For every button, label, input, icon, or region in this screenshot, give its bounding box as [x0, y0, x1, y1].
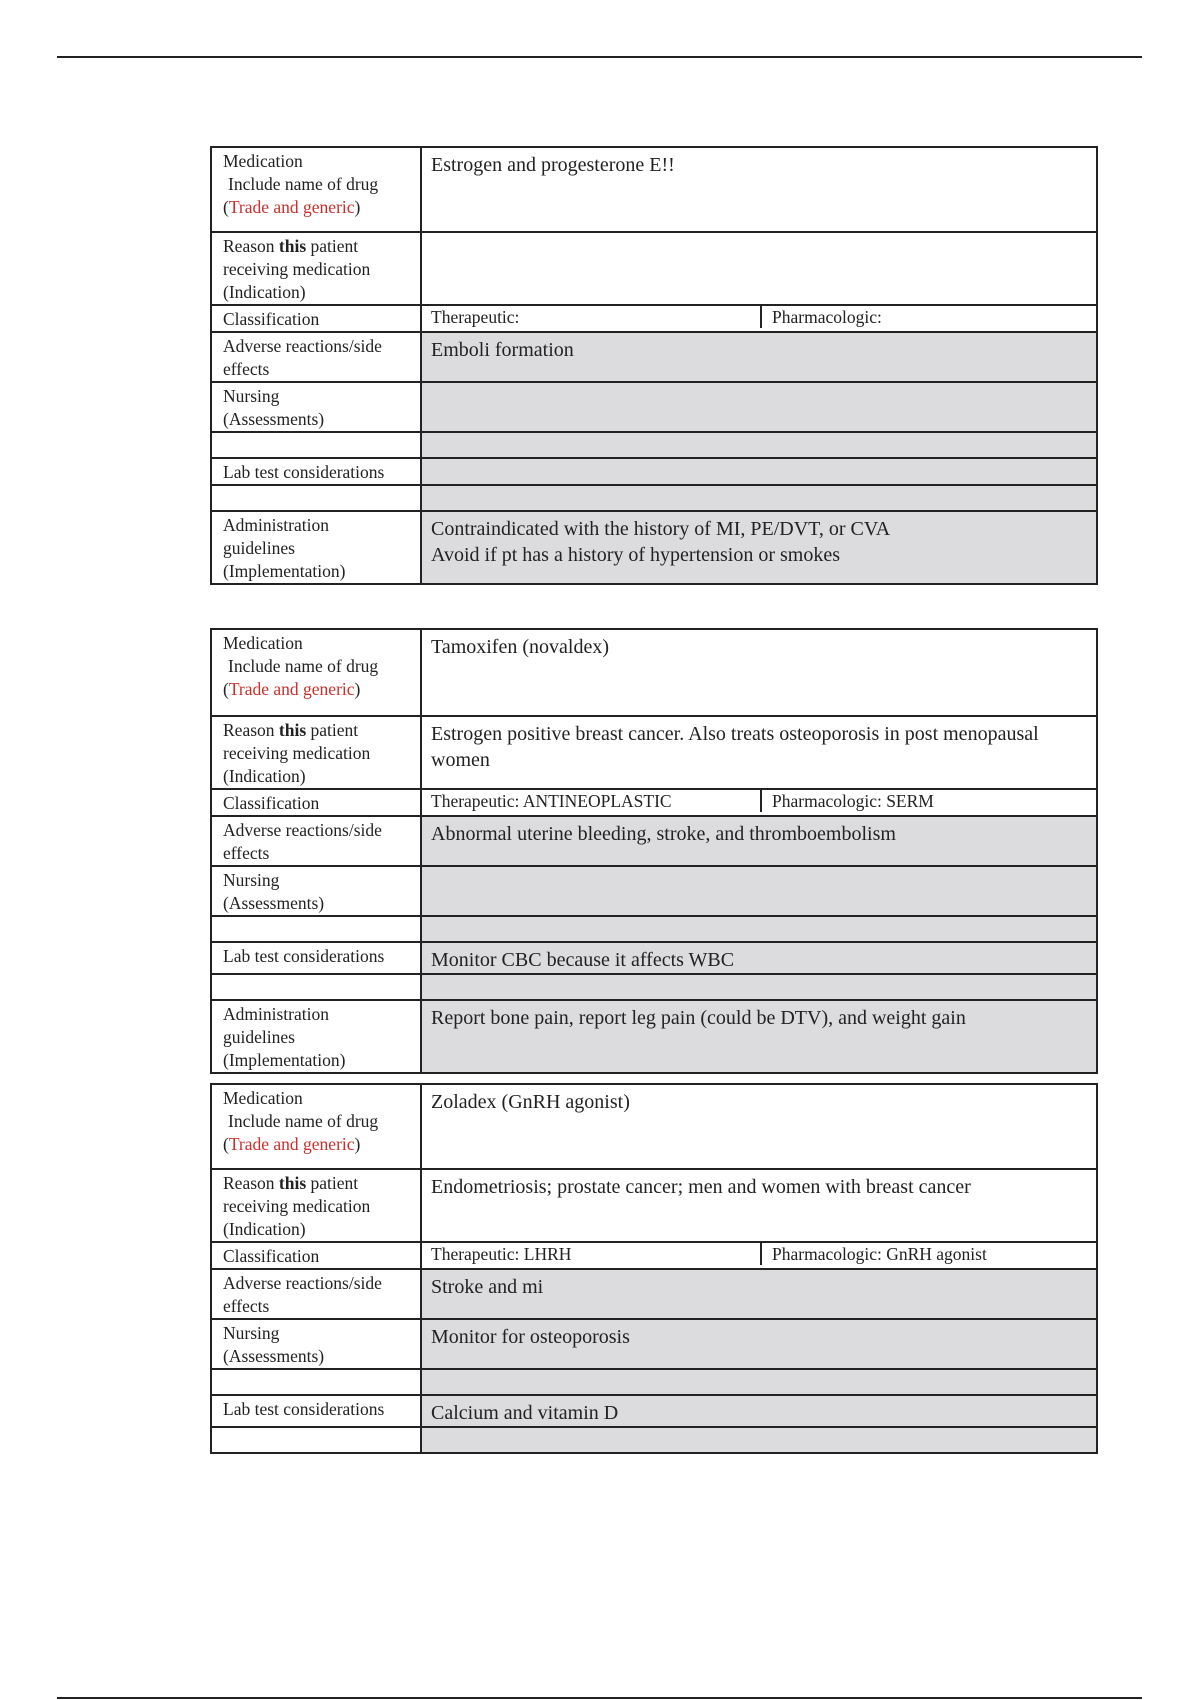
- pharmacologic-value: Pharmacologic: SERM: [772, 791, 934, 811]
- therapeutic-value: Therapeutic: LHRH: [422, 1243, 762, 1265]
- blank-value: [421, 1427, 1097, 1453]
- nursing-label: Nursing (Assessments): [211, 1319, 421, 1369]
- medication-card-2: [210, 628, 1098, 1074]
- blank-value: [421, 432, 1097, 458]
- nursing-value: [421, 382, 1097, 432]
- classification-label: Classification: [211, 789, 421, 816]
- medication-value: Estrogen and progesterone E!!: [421, 147, 1097, 232]
- administration-value: Contraindicated with the history of MI, PE/DVT, or CVA Avoid if pt has a history of hypertension or smokes: [421, 511, 1097, 584]
- classification-label: Classification: [211, 1242, 421, 1269]
- therapeutic-value: Therapeutic:: [422, 306, 762, 328]
- blank-value: [421, 1369, 1097, 1395]
- administration-label: Administration guidelines (Implementation): [211, 511, 421, 584]
- blank-label: [211, 974, 421, 1000]
- medication-value: Tamoxifen (novaldex): [421, 629, 1097, 716]
- lab-value: Calcium and vitamin D: [421, 1395, 1097, 1427]
- header-rule: [57, 56, 1142, 58]
- administration-value: Report bone pain, report leg pain (could be DTV), and weight gain: [421, 1000, 1097, 1073]
- trade-generic-label: Trade and generic: [228, 197, 355, 217]
- adverse-label: Adverse reactions/side effects: [211, 1269, 421, 1319]
- classification-value: [421, 789, 1097, 816]
- reason-label: Reason this patient receiving medication (Indication): [211, 1169, 421, 1242]
- medication-label: Medication Include name of drug (Trade and generic): [211, 147, 421, 232]
- medication-label: Medication Include name of drug (Trade and generic): [211, 1084, 421, 1169]
- blank-label: [211, 432, 421, 458]
- footer-rule: [57, 1697, 1142, 1699]
- reason-value: Endometriosis; prostate cancer; men and women with breast cancer: [421, 1169, 1097, 1242]
- medication-card-3: [210, 1083, 1098, 1454]
- pharmacologic-value: Pharmacologic: GnRH agonist: [772, 1244, 987, 1264]
- classification-value: [421, 1242, 1097, 1269]
- trade-generic-label: Trade and generic: [228, 1134, 355, 1154]
- reason-label: Reason this patient receiving medication (Indication): [211, 716, 421, 789]
- pharmacologic-value: Pharmacologic:: [772, 307, 882, 327]
- lab-value: [421, 458, 1097, 485]
- nursing-value: Monitor for osteoporosis: [421, 1319, 1097, 1369]
- blank-label: [211, 916, 421, 942]
- medication-label: Medication Include name of drug (Trade and generic): [211, 629, 421, 716]
- reason-value: Estrogen positive breast cancer. Also treats osteoporosis in post menopausal women: [421, 716, 1097, 789]
- blank-value: [421, 485, 1097, 511]
- adverse-value: Abnormal uterine bleeding, stroke, and thromboembolism: [421, 816, 1097, 866]
- lab-label: Lab test considerations: [211, 1395, 421, 1427]
- lab-label: Lab test considerations: [211, 458, 421, 485]
- administration-label: Administration guidelines (Implementation): [211, 1000, 421, 1073]
- trade-generic-label: Trade and generic: [228, 679, 355, 699]
- adverse-value: Emboli formation: [421, 332, 1097, 382]
- lab-label: Lab test considerations: [211, 942, 421, 974]
- classification-value: [421, 305, 1097, 332]
- nursing-label: Nursing (Assessments): [211, 866, 421, 916]
- adverse-value: Stroke and mi: [421, 1269, 1097, 1319]
- adverse-label: Adverse reactions/side effects: [211, 332, 421, 382]
- classification-label: Classification: [211, 305, 421, 332]
- medication-value: Zoladex (GnRH agonist): [421, 1084, 1097, 1169]
- medication-card-1: [210, 146, 1098, 585]
- lab-value: Monitor CBC because it affects WBC: [421, 942, 1097, 974]
- nursing-value: [421, 866, 1097, 916]
- nursing-label: Nursing (Assessments): [211, 382, 421, 432]
- blank-label: [211, 1369, 421, 1395]
- blank-label: [211, 485, 421, 511]
- adverse-label: Adverse reactions/side effects: [211, 816, 421, 866]
- reason-value: [421, 232, 1097, 305]
- therapeutic-value: Therapeutic: ANTINEOPLASTIC: [422, 790, 762, 812]
- blank-value: [421, 974, 1097, 1000]
- blank-label: [211, 1427, 421, 1453]
- blank-value: [421, 916, 1097, 942]
- reason-label: Reason this patient receiving medication (Indication): [211, 232, 421, 305]
